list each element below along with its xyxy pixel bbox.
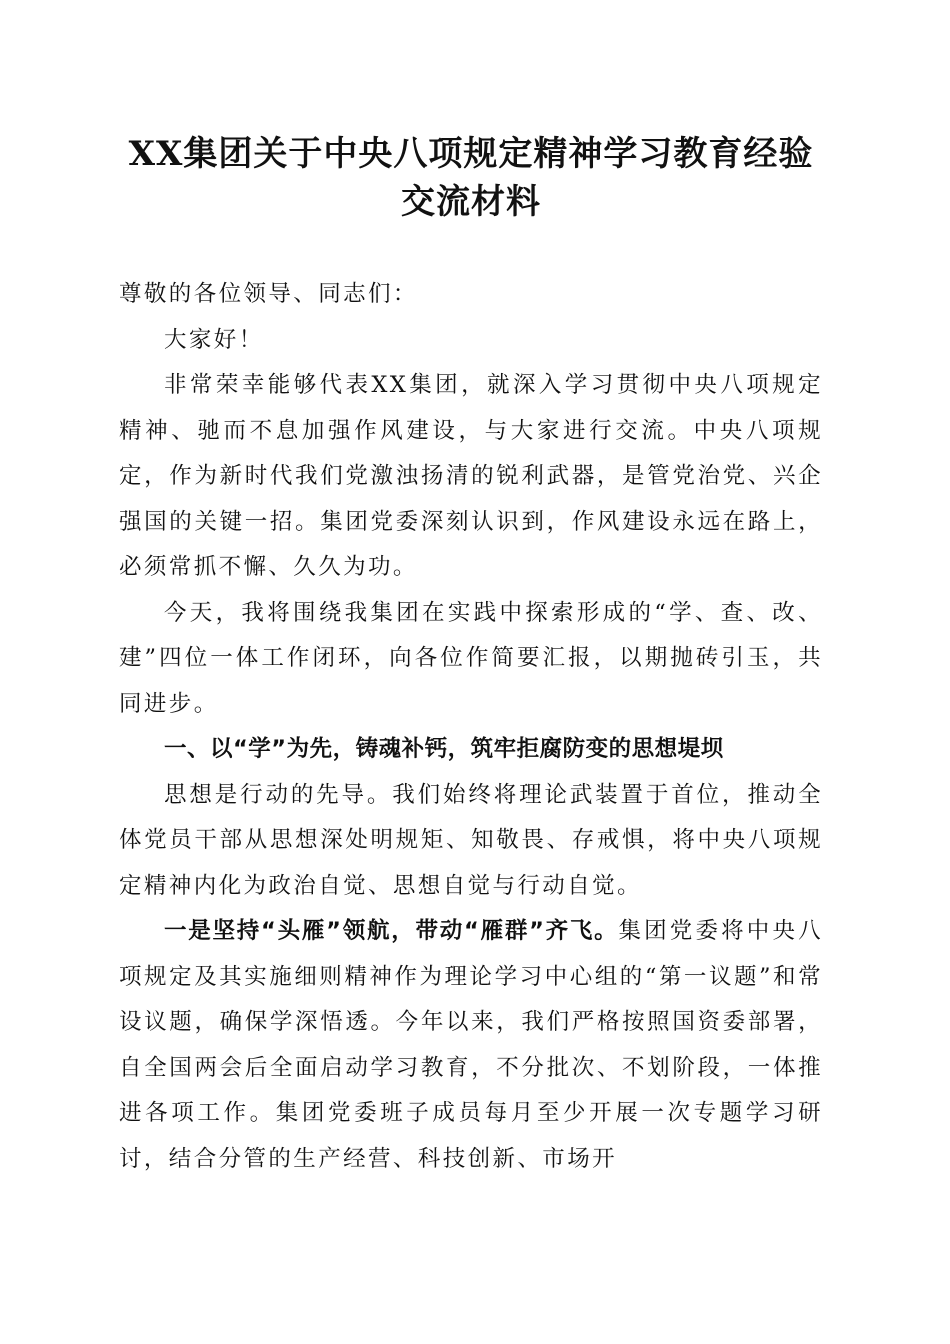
section-1-paragraph: 思想是行动的先导。我们始终将理论武装置于首位，推动全体党员干部从思想深处明规矩、知敬畏、存戒惧，将中央八项规定精神内化为政治自觉、思想自觉与行动自觉。 [119,781,823,899]
greeting: 大家好！ [164,326,264,353]
salutation: 尊敬的各位领导、同志们： [119,281,418,307]
point-1-lead: 一是坚持“头雁”领航，带动“雁群”齐飞。 [164,918,619,944]
intro-paragraph-1: 非常荣幸能够代表XX集团，就深入学习贯彻中央八项规定精神、驰而不息加强作风建设，与大家进行交流。中央八项规定，作为新时代我们党激浊扬清的锐利武器，是管党治党、兴企强国的关键一招。集团党委深刻认识到，作风建设永远在路上，必须常抓不懈、久久为功。 [119,372,823,580]
document-body [119,272,823,1182]
point-1-text: 集团党委将中央八项规定及其实施细则精神作为理论学习中心组的“第一议题”和常设议题，确保学深悟透。今年以来，我们严格按照国资委部署，自全国两会后全面启动学习教育，不分批次、不划阶段，一体推进各项工作。集团党委班子成员每月至少开展一次专题学习研讨，结合分管的生产经营、科技创新、市场开 [119,918,824,1172]
section-1-heading: 一、以“学”为先，铸魂补钙，筑牢拒腐防变的思想堤坝 [164,736,724,762]
document-title: XX集团关于中央八项规定精神学习教育经验交流材料 [128,134,814,222]
point-1-paragraph [119,909,823,1182]
intro-paragraph-2: 今天，我将围绕我集团在实践中探索形成的“学、查、改、建”四位一体工作闭环，向各位作简要汇报，以期抛砖引玉，共同进步。 [119,599,823,717]
document-page [119,130,823,1182]
